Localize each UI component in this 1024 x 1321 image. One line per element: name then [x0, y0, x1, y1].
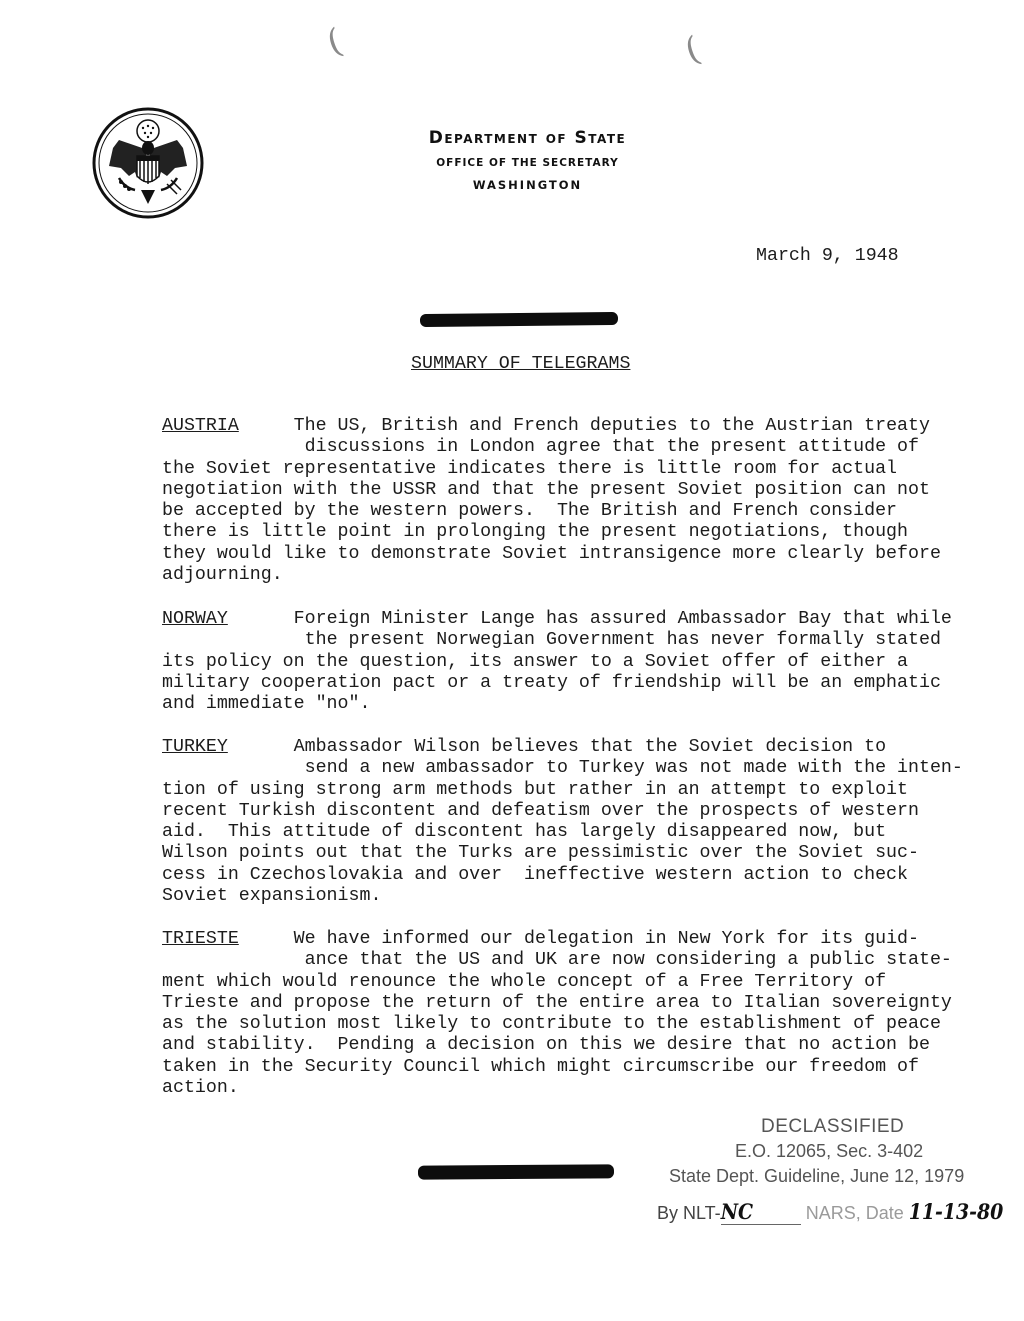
letterhead-department: Department of State	[428, 128, 627, 148]
letterhead-city: WASHINGTON	[472, 178, 583, 192]
stray-mark: (	[322, 20, 348, 64]
telegram-section-norway	[162, 609, 952, 715]
redaction-bar	[418, 1164, 614, 1179]
telegram-section-trieste	[162, 929, 952, 1099]
section-body: ance that the US and UK are now considering a public state- ment which would renounce the whole concept of a Free Territory of Trieste and propose the return of the entire area to Italian sovereignty as the solution most likely to contribute to the establishment of peace and stability. Pending a decision on this we desire that no action be taken in the Security Council which might circumscribe our freedom of action.	[162, 950, 952, 1099]
telegram-section-turkey	[162, 737, 963, 907]
letterhead-office: OFFICE OF THE SECRETARY	[436, 157, 619, 169]
section-body: the present Norwegian Government has never formally stated its policy on the question, its answer to a Soviet offer of either a military cooperation pact or a treaty of friendship will be an emphatic and immediate "no".	[162, 630, 941, 715]
declass-title: DECLASSIFIED	[761, 1116, 905, 1137]
great-seal-icon	[91, 106, 205, 220]
declass-by-prefix: By NLT-	[657, 1203, 721, 1223]
declass-order: E.O. 12065, Sec. 3-402	[735, 1141, 924, 1161]
telegram-section-austria	[162, 416, 952, 586]
declass-initials: NC	[721, 1199, 801, 1225]
declass-authorization	[657, 1199, 1003, 1225]
section-first-line: We have informed our delegation in New York for its guid-	[293, 929, 919, 949]
section-label: TURKEY	[162, 737, 228, 757]
section-label: NORWAY	[162, 609, 228, 629]
section-label: TRIESTE	[162, 929, 239, 949]
stray-mark: (	[680, 28, 706, 72]
page-title: SUMMARY OF TELEGRAMS	[411, 354, 631, 374]
letterhead	[330, 128, 725, 192]
document-date: March 9, 1948	[756, 246, 899, 266]
declass-agency: NARS, Date	[800, 1203, 909, 1223]
redaction-bar	[420, 312, 618, 327]
section-label: AUSTRIA	[162, 416, 239, 436]
section-first-line: Ambassador Wilson believes that the Soviet decision to	[293, 737, 887, 757]
section-first-line: Foreign Minister Lange has assured Ambassador Bay that while	[293, 609, 952, 629]
section-first-line: The US, British and French deputies to the Austrian treaty	[293, 416, 930, 436]
declass-date: 11-13-80	[908, 1199, 1004, 1224]
section-body: send a new ambassador to Turkey was not made with the inten- tion of using strong arm methods but rather in an attempt to exploit recent Turkish discontent and defeatism over the prospects of western aid. This attitude of discontent has largely disappeared now, but Wilson points out that the Turks are pessimistic over the Soviet suc- cess in Czechoslovakia and over ineffective western action to check Soviet expansionism.	[162, 758, 963, 907]
section-body: discussions in London agree that the present attitude of the Soviet representative indicates there is little room for actual negotiation with the USSR and that the present Soviet position can not be accepted by the western powers. The British and French consider there is little point in prolonging the present negotiations, though they would like to demonstrate Soviet intransigence more clearly before adjourning.	[162, 437, 941, 586]
declass-guideline: State Dept. Guideline, June 12, 1979	[669, 1166, 965, 1186]
